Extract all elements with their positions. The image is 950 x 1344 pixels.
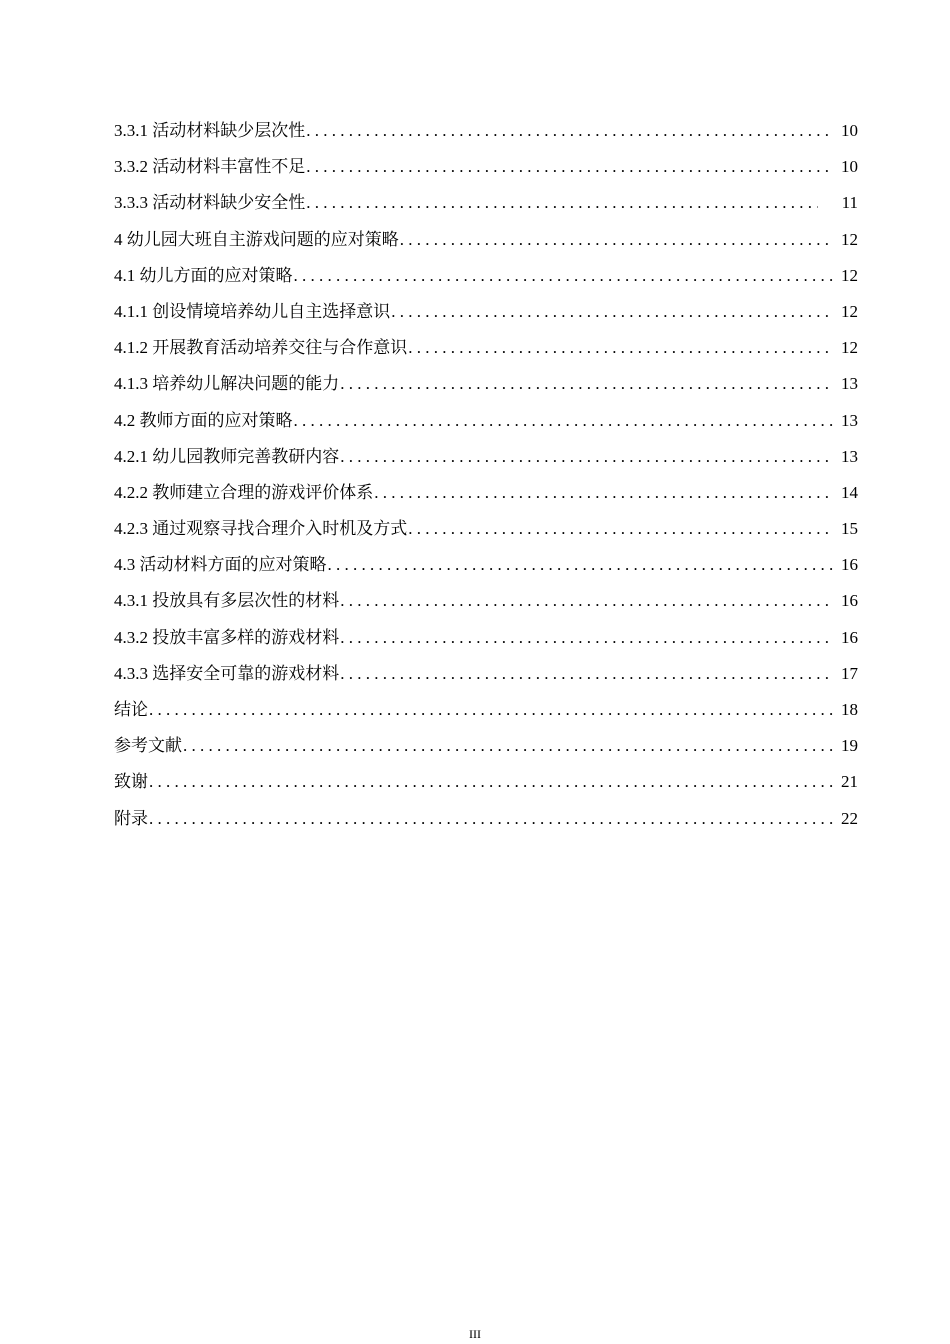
toc-entry-page: 19 — [841, 736, 858, 756]
toc-entry-title: 4.2.1 幼儿园教师完善教研内容 — [114, 446, 340, 466]
page-number: III — [469, 1327, 481, 1341]
toc-dot-leader — [408, 336, 834, 360]
toc-entry[interactable] — [114, 553, 858, 589]
toc-dot-leader — [340, 626, 834, 650]
toc-entry-page: 11 — [841, 193, 858, 213]
toc-entry-title: 3.3.3 活动材料缺少安全性 — [114, 193, 306, 213]
toc-entry[interactable] — [114, 264, 858, 300]
toc-entry-title: 3.3.1 活动材料缺少层次性 — [114, 121, 306, 140]
toc-entry-title: 参考文献 — [114, 736, 182, 756]
toc-entry-page: 13 — [841, 410, 858, 430]
toc-entry-title: 4.1 幼儿方面的应对策略 — [114, 265, 293, 285]
toc-entry-title: 4.2.2 教师建立合理的游戏评价体系 — [114, 482, 374, 502]
toc-entry-page: 12 — [841, 338, 858, 358]
toc-entry-title: 4.1.2 开展教育活动培养交往与合作意识 — [114, 338, 408, 358]
toc-entry[interactable] — [114, 372, 858, 408]
toc-dot-leader — [306, 119, 834, 143]
toc-entry-page: 14 — [841, 482, 858, 502]
toc-entry[interactable] — [114, 589, 858, 625]
toc-entry-page: 21 — [841, 772, 858, 792]
toc-entry[interactable] — [114, 119, 858, 155]
toc-dot-leader — [340, 445, 834, 469]
toc-entry[interactable] — [114, 626, 858, 662]
toc-entry-title: 致谢 — [114, 772, 148, 792]
toc-entry[interactable] — [114, 770, 858, 806]
toc-dot-leader — [340, 372, 834, 396]
toc-entry[interactable] — [114, 807, 858, 843]
toc-dot-leader — [149, 770, 834, 794]
table-of-contents — [114, 119, 858, 843]
toc-entry[interactable] — [114, 228, 858, 264]
toc-entry[interactable] — [114, 734, 858, 770]
toc-dot-leader — [340, 662, 834, 686]
toc-entry-title: 3.3.2 活动材料丰富性不足 — [114, 157, 306, 177]
toc-entry-page: 16 — [841, 627, 858, 647]
toc-dot-leader — [328, 553, 835, 577]
toc-dot-leader — [149, 807, 834, 831]
toc-entry-title: 4.1.3 培养幼儿解决问题的能力 — [114, 374, 340, 394]
toc-dot-leader — [294, 409, 835, 433]
toc-entry[interactable] — [114, 409, 858, 445]
toc-entry-page: 17 — [841, 663, 858, 683]
toc-entry-page: 13 — [841, 446, 858, 466]
toc-entry-title: 4.2.3 通过观察寻找合理介入时机及方式 — [114, 519, 408, 539]
toc-entry-page: 10 — [841, 121, 858, 140]
toc-dot-leader — [374, 481, 834, 505]
toc-entry[interactable] — [114, 517, 858, 553]
toc-entry-title: 4.3.2 投放丰富多样的游戏材料 — [114, 627, 340, 647]
toc-dot-leader — [340, 589, 834, 613]
toc-entry-page: 16 — [841, 591, 858, 611]
toc-dot-leader — [408, 517, 834, 541]
toc-dot-leader — [306, 155, 834, 179]
toc-entry-page: 16 — [841, 555, 858, 575]
toc-dot-leader — [400, 228, 834, 252]
toc-entry-page: 15 — [841, 519, 858, 539]
toc-entry-page: 18 — [841, 700, 858, 719]
toc-dot-leader — [183, 734, 834, 758]
toc-entry-title: 4.3.1 投放具有多层次性的材料 — [114, 591, 340, 611]
toc-entry-page: 10 — [841, 157, 858, 177]
toc-entry-page: 13 — [841, 374, 858, 394]
toc-entry[interactable] — [114, 481, 858, 517]
toc-entry-title: 4.1.1 创设情境培养幼儿自主选择意识 — [114, 301, 391, 321]
toc-entry-title: 4 幼儿园大班自主游戏问题的应对策略 — [114, 229, 399, 249]
toc-entry[interactable] — [114, 191, 858, 227]
toc-entry-page: 22 — [841, 808, 858, 828]
toc-entry[interactable] — [114, 300, 858, 336]
toc-entry-page: 12 — [841, 301, 858, 321]
toc-entry-page: 12 — [841, 229, 858, 249]
toc-entry[interactable] — [114, 698, 858, 734]
toc-entry-title: 附录 — [114, 808, 148, 828]
toc-entry-page: 12 — [841, 265, 858, 285]
toc-entry[interactable] — [114, 336, 858, 372]
toc-dot-leader — [306, 191, 818, 215]
toc-dot-leader — [149, 698, 834, 722]
toc-entry[interactable] — [114, 155, 858, 191]
toc-entry-title: 4.3.3 选择安全可靠的游戏材料 — [114, 663, 340, 683]
toc-dot-leader — [294, 264, 835, 288]
toc-entry-title: 4.3 活动材料方面的应对策略 — [114, 555, 327, 575]
toc-entry[interactable] — [114, 662, 858, 698]
toc-entry[interactable] — [114, 445, 858, 481]
toc-entry-title: 结论 — [114, 700, 148, 719]
toc-dot-leader — [391, 300, 834, 324]
toc-entry-title: 4.2 教师方面的应对策略 — [114, 410, 293, 430]
